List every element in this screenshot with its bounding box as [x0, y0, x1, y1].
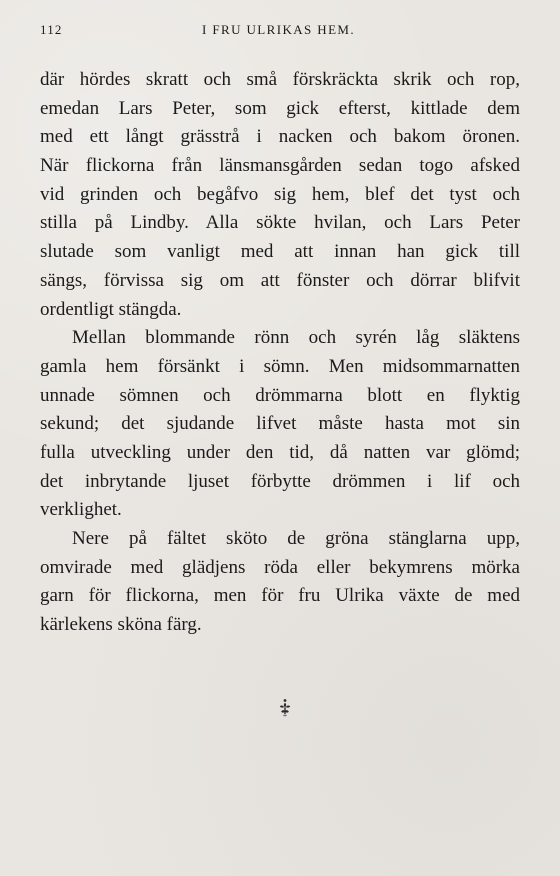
- text-line: verklighet.: [40, 499, 122, 521]
- page-number: 112: [40, 22, 63, 37]
- text-line: fulla utveckling under den tid, då natten var glömd;: [40, 441, 520, 463]
- running-head: [40, 22, 520, 42]
- text-line: sängs, förvissa sig om att fönster och dörrar blifvit: [40, 269, 520, 291]
- text-line: vid grinden och begåfvo sig hem, blef det tyst och: [40, 183, 520, 205]
- text-line: stilla på Lindby. Alla sökte hvilan, och Lars Peter: [40, 212, 520, 234]
- text-line: garn för flickorna, men för fru Ulrika växte de med: [40, 585, 520, 607]
- text-line: ordentligt stängda.: [40, 298, 182, 320]
- text-line: med ett långt grässtrå i nacken och bakom öronen.: [40, 126, 520, 148]
- text-line: emedan Lars Peter, som gick efterst, kittlade dem: [40, 97, 520, 119]
- text-line: slutade som vanligt med att innan han gick till: [40, 241, 520, 263]
- text-line: omvirade med glädjens röda eller bekymrens mörka: [40, 556, 520, 578]
- running-title: I FRU ULRIKAS HEM.: [202, 22, 356, 37]
- floral-ornament-icon: [273, 696, 297, 720]
- text-line: det inbrytande ljuset förbytte drömmen i lif och: [40, 470, 520, 492]
- text-line: sekund; det sjudande lifvet måste hasta mot sin: [40, 413, 520, 435]
- text-line: Nere på fältet sköto de gröna stänglarna upp,: [72, 528, 520, 549]
- text-line: unnade sömnen och drömmarna blott en flyktig: [40, 384, 520, 406]
- text-line: Mellan blommande rönn och syrén låg släktens: [72, 327, 520, 349]
- body-text: [40, 66, 520, 640]
- text-line: gamla hem försänkt i sömn. Men midsommarnatten: [40, 355, 520, 377]
- text-line: där hördes skratt och små förskräckta skrik och rop,: [40, 69, 520, 90]
- text-line: kärlekens sköna färg.: [40, 614, 202, 636]
- text-line: När flickorna från länsmansgården sedan togo afsked: [40, 155, 520, 177]
